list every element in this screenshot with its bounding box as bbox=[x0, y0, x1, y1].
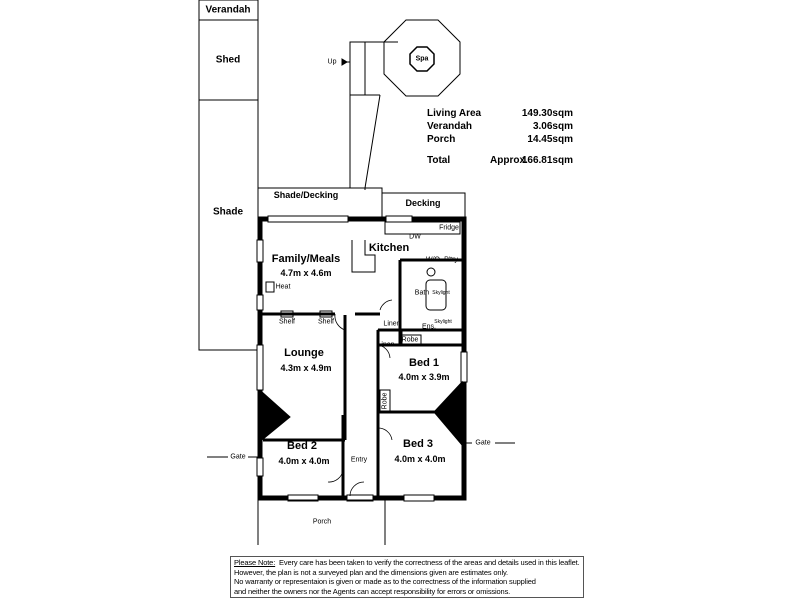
linen-label: Linen bbox=[383, 320, 401, 328]
shed-label: Shed bbox=[215, 54, 241, 66]
skylight-label: Skylight bbox=[432, 290, 450, 296]
pantry-label: P'try bbox=[444, 256, 458, 264]
bath-label: Bath bbox=[414, 289, 430, 297]
bed2-label: Bed 2 bbox=[287, 440, 317, 452]
area-value: 14.45sqm bbox=[527, 134, 573, 145]
total-value: 166.81sqm bbox=[521, 155, 573, 166]
area-value: 3.06sqm bbox=[532, 121, 573, 132]
verandah-label: Verandah bbox=[205, 4, 251, 16]
skylight-label-2: Skylight bbox=[434, 319, 452, 325]
disclaimer-note bbox=[230, 556, 584, 598]
total-label: Total bbox=[427, 155, 451, 166]
up-label: Up bbox=[327, 58, 337, 66]
bed2-dims: 4.0m x 4.0m bbox=[278, 456, 330, 466]
gate-right-label: Gate bbox=[475, 439, 491, 447]
lounge-label: Lounge bbox=[284, 347, 324, 359]
entry-label: Entry bbox=[350, 456, 368, 464]
family-meals-dims: 4.7m x 4.6m bbox=[280, 268, 332, 278]
shade-decking-label: Shade/Decking bbox=[273, 190, 339, 200]
deck-path-right bbox=[365, 95, 380, 188]
area-value: 149.30sqm bbox=[521, 108, 573, 119]
note-heading: Please Note: bbox=[234, 558, 276, 567]
shade-outline bbox=[199, 100, 258, 350]
fixtures bbox=[266, 222, 460, 412]
bed1-dims: 4.0m x 3.9m bbox=[398, 372, 450, 382]
bed3-label: Bed 3 bbox=[403, 438, 433, 450]
note-line: Every care has been taken to verify the correctness of the areas and details used in this leaflet. bbox=[279, 558, 580, 567]
note-line: However, the plan is not a surveyed plan and the dimensions given are estimates only. bbox=[234, 567, 508, 577]
shelf-label-2: Shelf bbox=[318, 318, 334, 326]
dishwasher-label: DW bbox=[409, 233, 421, 241]
bay-corner-right bbox=[434, 382, 462, 445]
heater-label: Heat bbox=[275, 283, 291, 291]
ensuite-label: Ens. bbox=[421, 323, 437, 331]
shelf-label: Shelf bbox=[279, 318, 295, 326]
area-label: Porch bbox=[427, 134, 456, 145]
area-label: Living Area bbox=[427, 108, 482, 119]
gate-left-label: Gate bbox=[230, 453, 246, 461]
family-meals-label: Family/Meals bbox=[271, 253, 341, 265]
deck-path-left bbox=[350, 42, 398, 188]
area-label: Verandah bbox=[427, 121, 473, 132]
note-line: No warranty or representaion is given or made as to the correctness of the information supplied bbox=[234, 577, 536, 586]
fridge-label: Fridge bbox=[439, 224, 459, 232]
up-arrow-icon bbox=[342, 59, 347, 65]
shade-label: Shade bbox=[212, 206, 244, 218]
bed1-label: Bed 1 bbox=[409, 357, 439, 369]
robe-label-2: Robe bbox=[381, 392, 389, 410]
decking-label: Decking bbox=[405, 198, 441, 208]
lounge-dims: 4.3m x 4.9m bbox=[280, 363, 332, 373]
linen-label-2: Linen bbox=[377, 341, 395, 349]
note-line: and neither the owners nor the Agents can accept responsibility for errors or omissions. bbox=[234, 586, 511, 596]
robe-label: Robe bbox=[401, 336, 419, 344]
walk-in-label: W/O bbox=[426, 256, 440, 264]
kitchen-label: Kitchen bbox=[368, 242, 410, 254]
bed3-dims: 4.0m x 4.0m bbox=[394, 454, 446, 464]
spa-label: Spa bbox=[415, 55, 429, 63]
approx-label: Approx. bbox=[490, 155, 528, 166]
porch-label: Porch bbox=[312, 518, 332, 526]
bay-corner-left bbox=[262, 392, 290, 440]
